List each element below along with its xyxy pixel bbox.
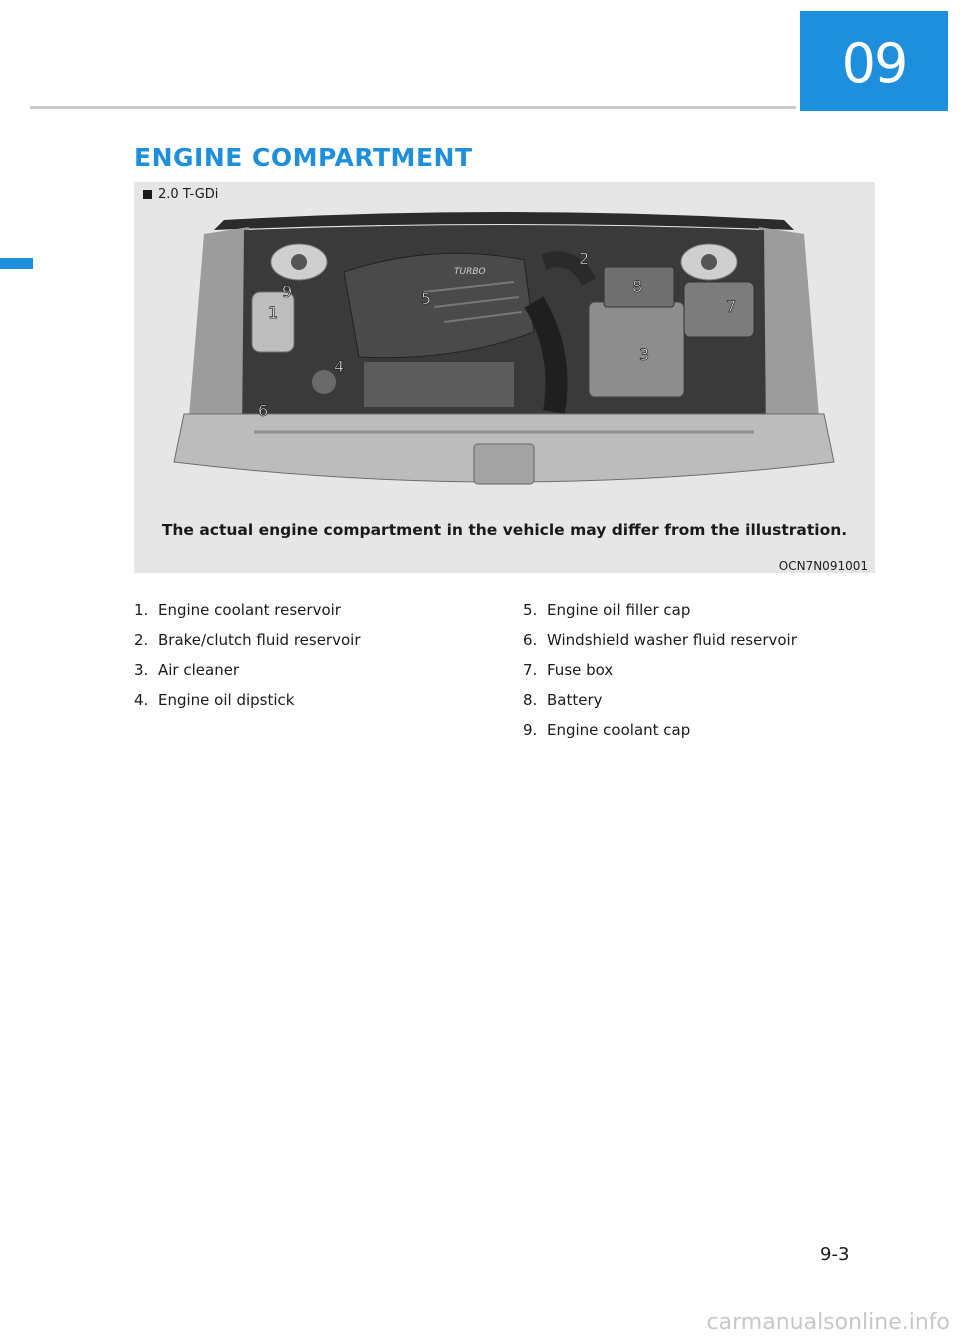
chapter-tab — [800, 11, 948, 111]
list-item — [523, 720, 797, 750]
list-item-number: 6. — [523, 631, 538, 649]
list-item-number: 3. — [134, 661, 149, 679]
list-item — [134, 690, 361, 720]
list-item-text: Engine oil dipstick — [158, 691, 295, 709]
list-item-text: Fuse box — [547, 661, 614, 679]
figure-caption: The actual engine compartment in the vehicle may differ from the illustration. — [161, 521, 848, 539]
figure-label-text: 2.0 T-GDi — [158, 187, 219, 202]
chapter-number: 09 — [841, 31, 907, 95]
watermark: carmanualsonline.info — [706, 1310, 950, 1335]
callout-4: 4 — [334, 357, 345, 376]
list-item — [134, 600, 361, 630]
list-item-text: Battery — [547, 691, 603, 709]
header-rule — [30, 106, 796, 109]
callout-6: 6 — [258, 401, 269, 420]
callout-5: 5 — [421, 289, 432, 308]
list-item-number: 4. — [134, 691, 149, 709]
engine-cover-label: TURBO — [454, 267, 486, 277]
list-item — [134, 660, 361, 690]
list-item-text: Windshield washer fluid reservoir — [547, 631, 797, 649]
list-item-number: 8. — [523, 691, 538, 709]
list-item — [523, 690, 797, 720]
callout-9: 9 — [282, 282, 293, 301]
list-item-number: 5. — [523, 601, 538, 619]
list-item-text: Engine coolant reservoir — [158, 601, 341, 619]
component-list-left — [134, 600, 361, 720]
list-item-number: 2. — [134, 631, 149, 649]
list-item-text: Engine oil filler cap — [547, 601, 691, 619]
list-item-text: Brake/clutch fluid reservoir — [158, 631, 361, 649]
callout-1: 1 — [268, 303, 279, 322]
list-item-number: 7. — [523, 661, 538, 679]
component-list-right — [523, 600, 797, 750]
list-item-text: Air cleaner — [158, 661, 240, 679]
callout-2: 2 — [579, 249, 590, 268]
callout-7: 7 — [726, 297, 737, 316]
engine-compartment-illustration — [134, 182, 875, 512]
engine-figure — [134, 182, 875, 573]
list-item-text: Engine coolant cap — [547, 721, 691, 739]
list-item — [523, 600, 797, 630]
callout-3: 3 — [639, 345, 650, 364]
list-item — [134, 630, 361, 660]
side-section-marker — [0, 258, 33, 269]
callout-8: 8 — [632, 277, 643, 296]
section-title: ENGINE COMPARTMENT — [134, 143, 473, 172]
figure-code: OCN7N091001 — [778, 559, 868, 573]
page-number: 9-3 — [820, 1244, 850, 1265]
square-bullet-icon — [143, 190, 152, 199]
figure-label — [143, 187, 218, 202]
list-item — [523, 660, 797, 690]
list-item-number: 9. — [523, 721, 538, 739]
list-item — [523, 630, 797, 660]
list-item-number: 1. — [134, 601, 149, 619]
